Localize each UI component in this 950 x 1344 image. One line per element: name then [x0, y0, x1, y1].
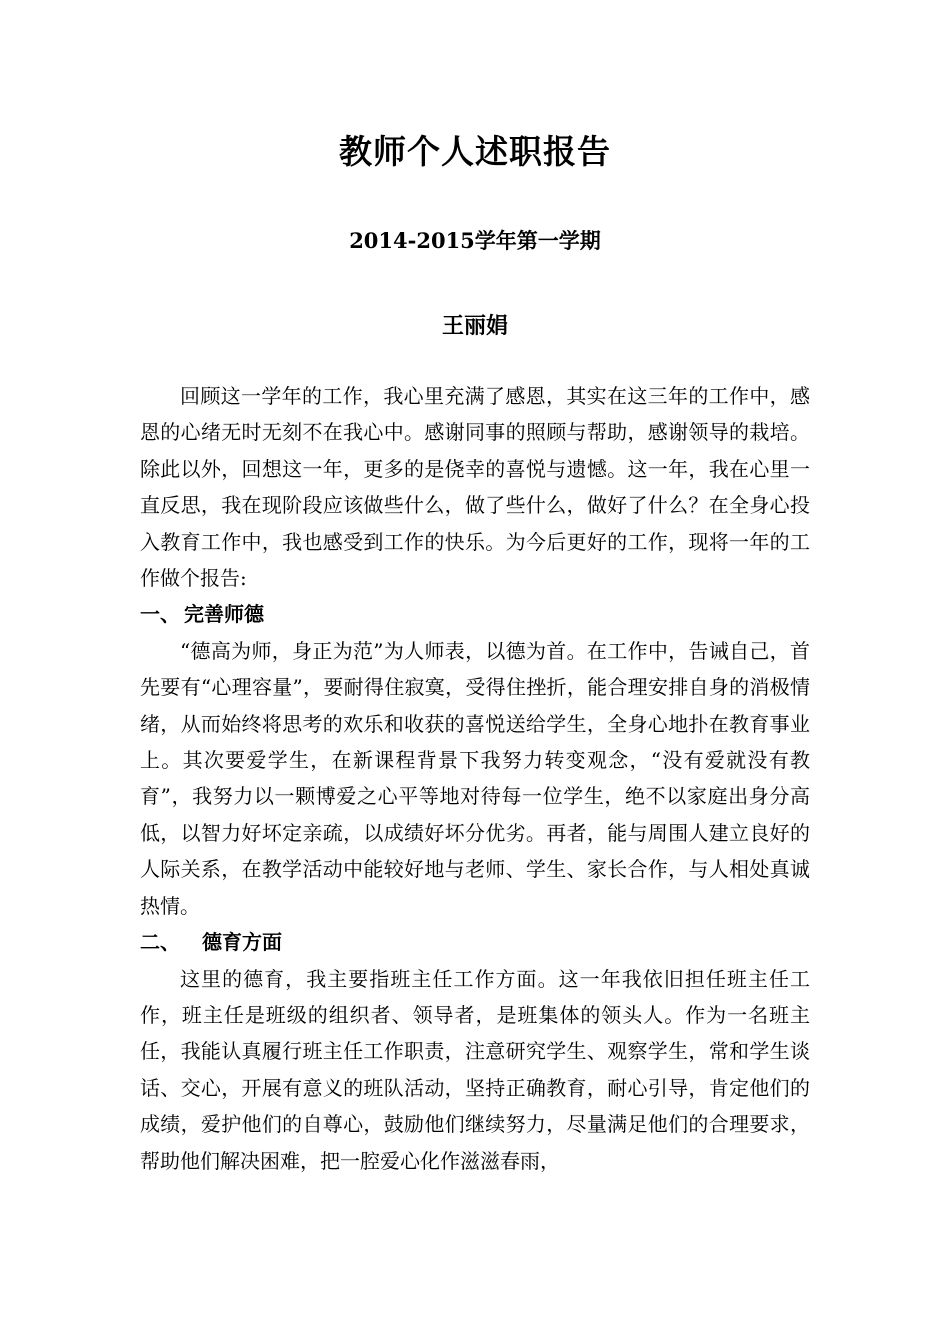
section-paragraph-1: “德高为师，身正为范”为人师表，以德为首。在工作中，告诫自己，首先要有“心理容量”，要耐得住寂寞，受得住挫折，能合理安排自身的消极情绪，从而始终将思考的欢乐和收获的喜悦送给学生，全身心地扑在教育事业上。其次要爱学生，在新课程背景下我努力转变观念，“没有爱就没有教育”，我努力以一颗博爱之心平等地对待每一位学生，绝不以家庭出身分高低，以智力好坏定亲疏，以成绩好坏分优劣。再者，能与周围人建立良好的人际关系，在教学活动中能较好地与老师、学生、家长合作，与人相处真诚热情。: [140, 638, 810, 918]
section-number: 二、: [140, 930, 180, 955]
section-title: 完善师德: [184, 602, 264, 627]
document-title: 教师个人述职报告: [339, 132, 611, 171]
intro-paragraph: 回顾这一学年的工作，我心里充满了感恩，其实在这三年的工作中，感恩的心绪无时无刻不在我心中。感谢同事的照顾与帮助，感谢领导的栽培。除此以外，回想这一年，更多的是侥幸的喜悦与遗憾。这一年，我在心里一直反思，我在现阶段应该做些什么，做了些什么，做好了什么？在全身心投入教育工作中，我也感受到工作的快乐。为今后更好的工作，现将一年的工作做个报告:: [140, 384, 810, 591]
section-title: 德育方面: [202, 930, 282, 955]
document-subtitle: 2014-2015学年第一学期: [349, 228, 601, 253]
section-paragraph-2: 这里的德育，我主要指班主任工作方面。这一年我依旧担任班主任工作，班主任是班级的组织者、领导者，是班集体的领头人。作为一名班主任，我能认真履行班主任工作职责，注意研究学生、观察学生，常和学生谈话、交心，开展有意义的班队活动，坚持正确教育，耐心引导，肯定他们的成绩，爱护他们的自尊心，鼓励他们继续努力，尽量满足他们的合理要求，帮助他们解决困难，把一腔爱心化作滋滋春雨，: [140, 966, 810, 1173]
author-name: 王丽娟: [441, 313, 508, 339]
document-body: [140, 378, 810, 1179]
section-number: 一、: [140, 602, 180, 627]
section-heading-2: [140, 924, 810, 960]
section-heading-1: [140, 596, 810, 632]
